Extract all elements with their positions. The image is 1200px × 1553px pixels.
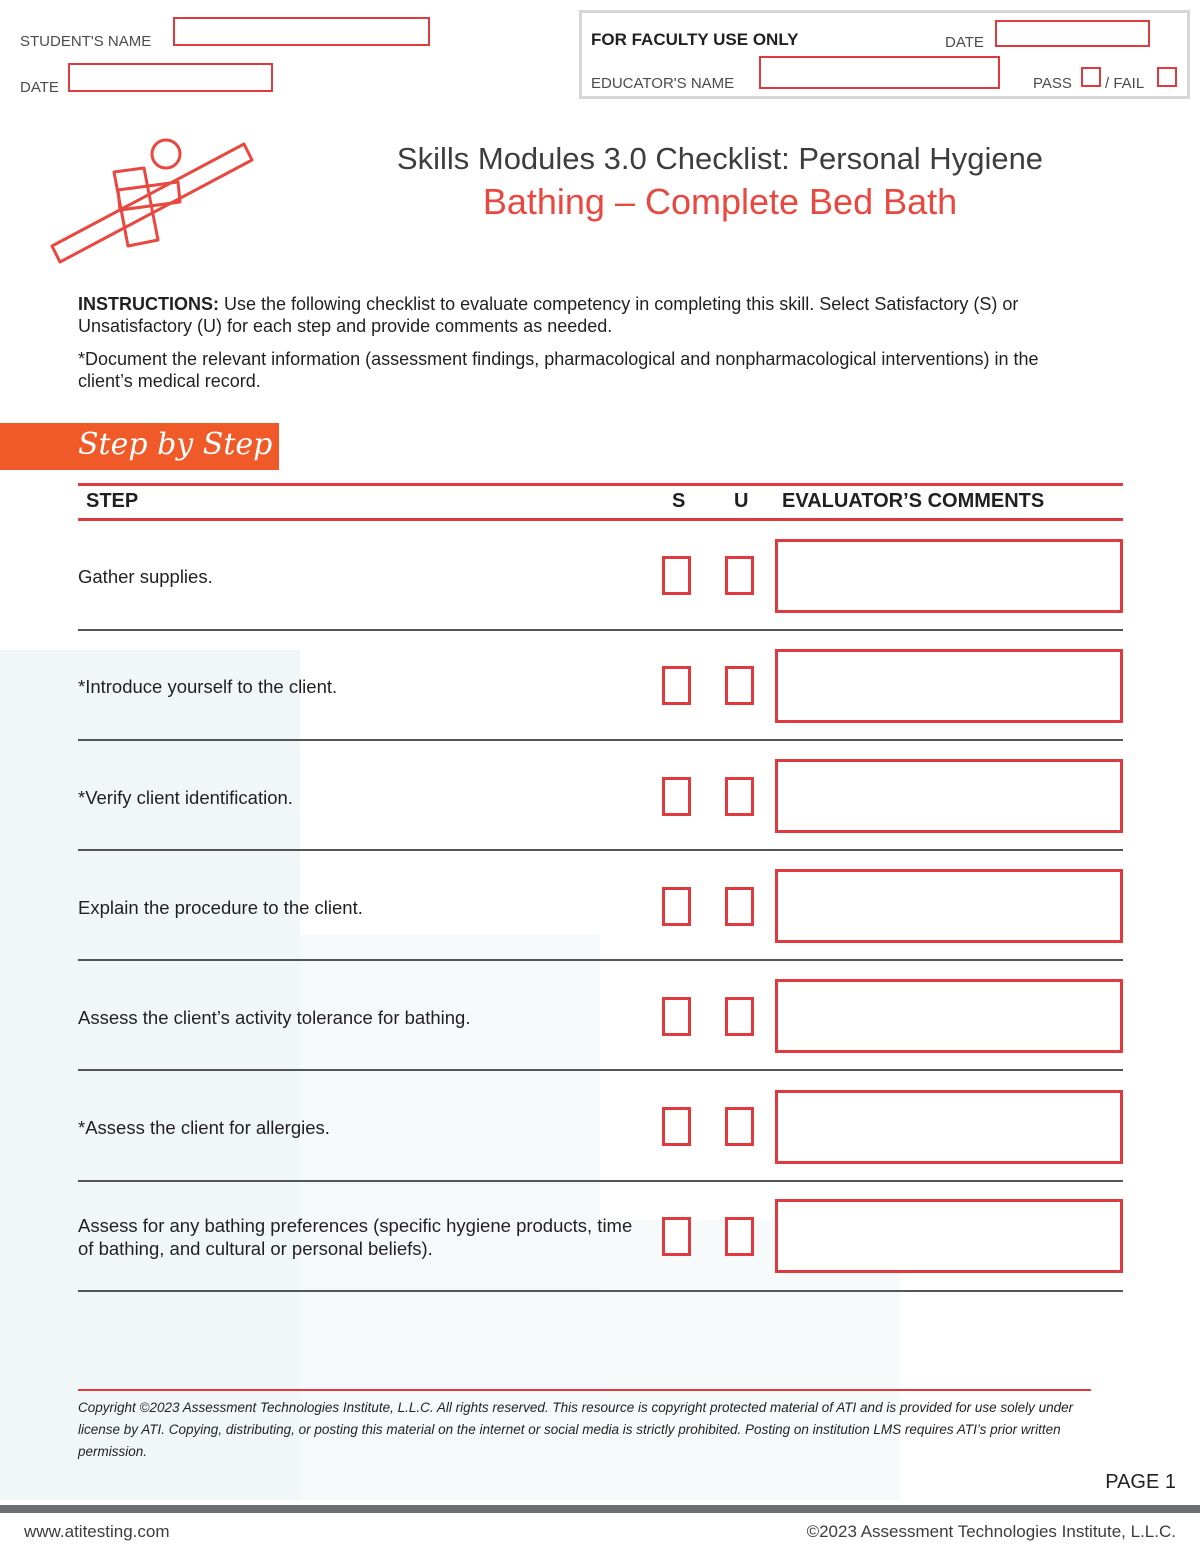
- instructions: [78, 293, 1078, 337]
- table-row: [78, 521, 1123, 631]
- date-label: DATE: [20, 79, 59, 96]
- page-title: Skills Modules 3.0 Checklist: Personal Hygiene: [396, 141, 1044, 176]
- student-name-field[interactable]: [173, 17, 430, 46]
- step-text: *Introduce yourself to the client.: [78, 676, 338, 697]
- faculty-date-field[interactable]: [995, 20, 1150, 47]
- evaluator-comment-field[interactable]: [775, 759, 1123, 833]
- pass-label: PASS: [1033, 75, 1072, 92]
- column-header-step: STEP: [86, 490, 139, 512]
- copyright-notice: Copyright ©2023 Assessment Technologies Institute, L.L.C. All rights reserved. This resource is copyright protected material of ATI and is provided for use solely under license by ATI. Copying, distributing, or posting this material on the internet or social media is strictly prohibited. Posting on institution LMS requires ATI’s prior written permission.: [78, 1400, 1074, 1459]
- unsatisfactory-checkbox[interactable]: [725, 997, 754, 1036]
- educator-name-field[interactable]: [759, 56, 1000, 89]
- column-header-u: U: [734, 490, 749, 512]
- unsatisfactory-checkbox[interactable]: [725, 1107, 754, 1146]
- footer-bar: [0, 1505, 1200, 1513]
- satisfactory-checkbox[interactable]: [662, 556, 691, 595]
- step-text: Explain the procedure to the client.: [78, 897, 363, 918]
- table-row: [78, 741, 1123, 851]
- evaluator-comment-field[interactable]: [775, 539, 1123, 613]
- evaluator-comment-field[interactable]: [775, 979, 1123, 1053]
- table-header-rule: [78, 483, 1123, 486]
- step-text: Assess the client’s activity tolerance for bathing.: [78, 1007, 471, 1028]
- unsatisfactory-checkbox[interactable]: [725, 1217, 754, 1256]
- copyright-rule: [78, 1389, 1091, 1391]
- section-banner-text: Step by Step: [78, 427, 273, 462]
- table-row: [78, 961, 1123, 1071]
- instructions-lead: INSTRUCTIONS:: [78, 294, 219, 314]
- evaluator-comment-field[interactable]: [775, 1090, 1123, 1164]
- page-number: PAGE 1: [1105, 1471, 1176, 1493]
- evaluator-comment-field[interactable]: [775, 1199, 1123, 1273]
- step-text: Assess for any bathing preferences (specific hygiene products, time of bathing, and cultural or personal beliefs).: [78, 1215, 633, 1259]
- educator-name-label: EDUCATOR'S NAME: [591, 75, 735, 92]
- evaluator-comment-field[interactable]: [775, 649, 1123, 723]
- company-copyright: ©2023 Assessment Technologies Institute, L.L.C.: [806, 1522, 1176, 1541]
- faculty-use-title: FOR FACULTY USE ONLY: [591, 30, 799, 49]
- unsatisfactory-checkbox[interactable]: [725, 666, 754, 705]
- student-name-label: STUDENT'S NAME: [20, 33, 152, 50]
- table-row: [78, 631, 1123, 741]
- satisfactory-checkbox[interactable]: [662, 997, 691, 1036]
- page-subtitle: Bathing – Complete Bed Bath: [482, 181, 958, 222]
- satisfactory-checkbox[interactable]: [662, 887, 691, 926]
- step-text: *Assess the client for allergies.: [78, 1117, 330, 1138]
- fail-label: / FAIL: [1105, 75, 1145, 92]
- unsatisfactory-checkbox[interactable]: [725, 887, 754, 926]
- column-header-comments: EVALUATOR’S COMMENTS: [782, 490, 1045, 512]
- table-row: [78, 1182, 1123, 1292]
- satisfactory-checkbox[interactable]: [662, 666, 691, 705]
- pass-checkbox[interactable]: [1081, 67, 1101, 87]
- row-divider: [78, 1069, 1123, 1071]
- instructions-text: Use the following checklist to evaluate competency in completing this skill. Select Satisfactory (S) or Unsatisfactory (U) for each step and provide comments as needed.: [78, 294, 1019, 336]
- step-text: Gather supplies.: [78, 566, 213, 587]
- satisfactory-checkbox[interactable]: [662, 1217, 691, 1256]
- website-link[interactable]: www.atitesting.com: [24, 1522, 170, 1541]
- faculty-date-label: DATE: [945, 34, 984, 51]
- fail-checkbox[interactable]: [1157, 67, 1177, 87]
- instructions-note: *Document the relevant information (assessment findings, pharmacological and nonpharmacological interventions) in the client’s medical record.: [78, 349, 1039, 391]
- date-field[interactable]: [68, 63, 273, 92]
- table-row: [78, 1072, 1123, 1182]
- table-row: [78, 851, 1123, 961]
- evaluator-comment-field[interactable]: [775, 869, 1123, 943]
- row-divider: [78, 1290, 1123, 1292]
- step-text: *Verify client identification.: [78, 787, 293, 808]
- unsatisfactory-checkbox[interactable]: [725, 556, 754, 595]
- satisfactory-checkbox[interactable]: [662, 1107, 691, 1146]
- satisfactory-checkbox[interactable]: [662, 777, 691, 816]
- ati-logo-icon: [48, 128, 258, 268]
- unsatisfactory-checkbox[interactable]: [725, 777, 754, 816]
- column-header-s: S: [672, 490, 686, 512]
